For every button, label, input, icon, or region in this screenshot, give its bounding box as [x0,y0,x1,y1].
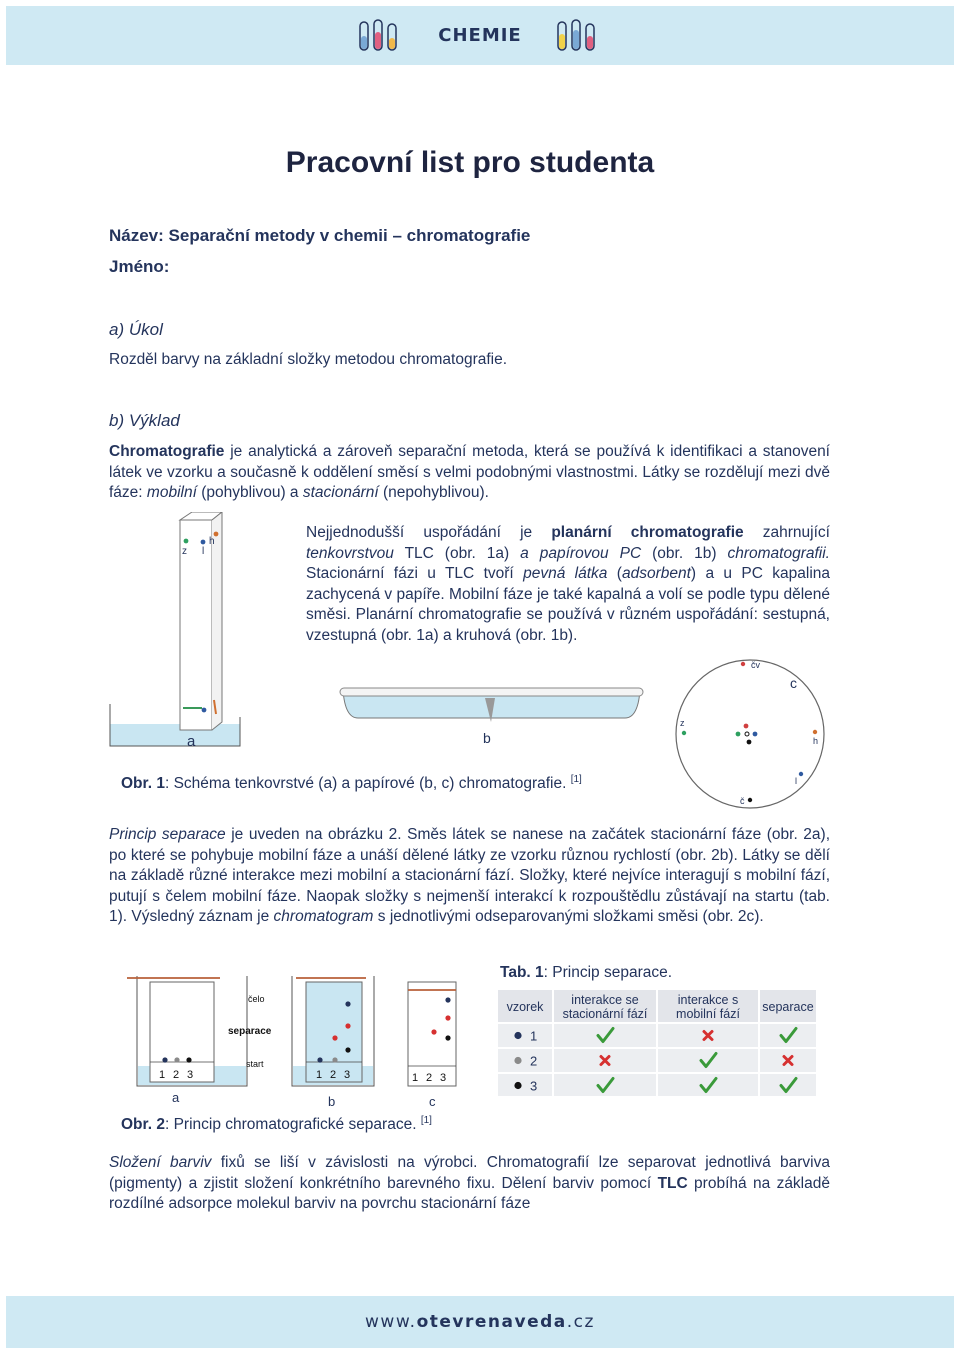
table-header-text: interakce s [677,993,739,1007]
task-text: Rozděl barvy na základní složky metodou chromatografie. [109,351,508,368]
sample-dot [514,1032,521,1039]
lane-1-c: 1 [412,1072,419,1084]
fig1-label-b: b [483,730,491,746]
tlc-label-z: z [182,546,187,557]
sample-dot [514,1082,521,1089]
fig1-label-c: c [790,675,797,691]
lane-3-a: 3 [187,1069,194,1081]
explanation-heading: b) Výklad [109,411,180,430]
table-cell [658,1074,758,1096]
circle-label-cv: čv [751,660,760,670]
paragraph-intro: Chromatografie je analytická a zároveň separační metoda, která se používá k identifikaci a stanovení látek ve vzorku a současně k oddělení směsí s velmi podobnými vlastnostmi. Látky se rozdělují mezi dvě fáze: mobilní (pohyblivou) a stacionární (nepohyblivou). [109,443,830,501]
student-name-label: Jméno: [109,257,170,276]
table-header-text: vzorek [506,1000,544,1014]
circle-label-l: l [795,776,797,786]
beaker-b [292,976,374,1109]
tlc-label-l: l [202,546,205,557]
table-cell [498,1024,552,1047]
table-cell [554,1074,656,1096]
lane-2-c: 2 [426,1072,433,1084]
tlc-setup [110,512,240,750]
figure-1-diagram [105,512,835,812]
task-heading: a) Úkol [109,320,163,339]
label-front: čelo [248,994,265,1004]
table-header-text: separace [762,1000,814,1014]
lane-3-c: 3 [440,1072,447,1084]
circle-label-c: č [740,796,745,806]
lane-1-a: 1 [159,1069,166,1081]
lane-2-b: 2 [330,1069,337,1081]
figure-2-caption: Obr. 2: Princip chromatografické separace. [1] [121,1115,432,1134]
beaker-a [127,976,272,1105]
figure-2-diagram [110,968,470,1116]
footer-url[interactable]: www.otevrenaveda.cz [365,1312,595,1332]
fig1-label-a: a [187,733,196,750]
table-cell [498,1074,552,1096]
figure-1-caption: Obr. 1: Schéma tenkovrstvé (a) a papírové (b, c) chromatografie. [1] [121,774,582,793]
paper-dish [340,688,643,746]
sample-number: 1 [530,1028,538,1044]
test-tubes-icon [352,16,432,56]
brand-label: CHEMIE [438,25,522,46]
plate-c [408,982,456,1109]
label-separation: separace [228,1026,272,1037]
sample-number: 2 [530,1053,538,1069]
fig2-label-a: a [172,1090,180,1105]
footer-band [6,1296,954,1348]
test-tubes-icon [528,16,608,56]
table-cell [554,1024,656,1047]
table-header-text: mobilní fází [676,1007,740,1021]
paragraph-dyes: Složení barviv fixů se liší v závislosti na výrobci. Chromatografií lze separovat jednotlivá barviva (pigmenty) a zjistit složení konkrétního barevného fixu. Dělení barviv pomocí TLC probíhá na základě rozdílné adsorpce molekul barviv na povrchu stacionární fáze [109,1154,830,1212]
table-cell [760,1074,816,1096]
circle-label-z: z [680,718,685,728]
circular-chromatogram [676,660,824,808]
topic-line: Název: Separační metody v chemii – chromatografie [109,226,531,245]
fig2-label-b: b [328,1094,336,1109]
tlc-label-h: h [209,536,215,547]
header-band [6,6,954,65]
lane-2-a: 2 [173,1069,180,1081]
lane-1-b: 1 [316,1069,323,1081]
table-1-caption: Tab. 1: Princip separace. [500,964,673,981]
sample-dot [514,1057,521,1064]
table-header-text: stacionární fází [562,1007,648,1021]
table-cell [760,1024,816,1047]
table-cell [658,1049,758,1072]
lane-3-b: 3 [344,1069,351,1081]
sample-number: 3 [530,1078,538,1094]
paragraph-planar: Nejjednodušší uspořádání je planární chromatografie zahrnující tenkovrstvou TLC (obr. 1a) a papírovou PC (obr. 1b) chromatografii. Stacionární fázi u TLC tvoří pevná látka (adsorbent) a u PC kapalina zachycená v papíře. Mobilní fáze je také kapalná a volí se podle typu dělené směsi. Planární chromatografie se používá v různém uspořádání: sestupná, vzestupná (obr. 1a) a kruhová (obr. 1b). [306,524,831,644]
fig2-label-c: c [429,1094,436,1109]
table-1 [496,988,818,1096]
table-header-text: interakce se [571,993,639,1007]
circle-label-h: h [813,736,819,746]
label-start: start [246,1059,264,1069]
table-cell [498,1049,552,1072]
paragraph-principle: Princip separace je uveden na obrázku 2. Směs látek se nanese na začátek stacionární fáze (obr. 2a), po které se pohybuje mobilní fáze a unáší dělené látky ze vzorku různou rychlostí (obr. 2b). Látky se dělí na základě různé interakce mezi mobilní a stacionární fází. Složky, které nejvíce interagují s mobilní fází, putují s čelem mobilní fáze. Naopak složky s nejmenší interakcí k rozpouštědlu zůstávají na startu (tab. 1). Výsledný záznam je chromatogram s jednotlivými odseparovanými složkami směsi (obr. 2c). [109,826,831,925]
page-title: Pracovní list pro studenta [285,146,655,179]
